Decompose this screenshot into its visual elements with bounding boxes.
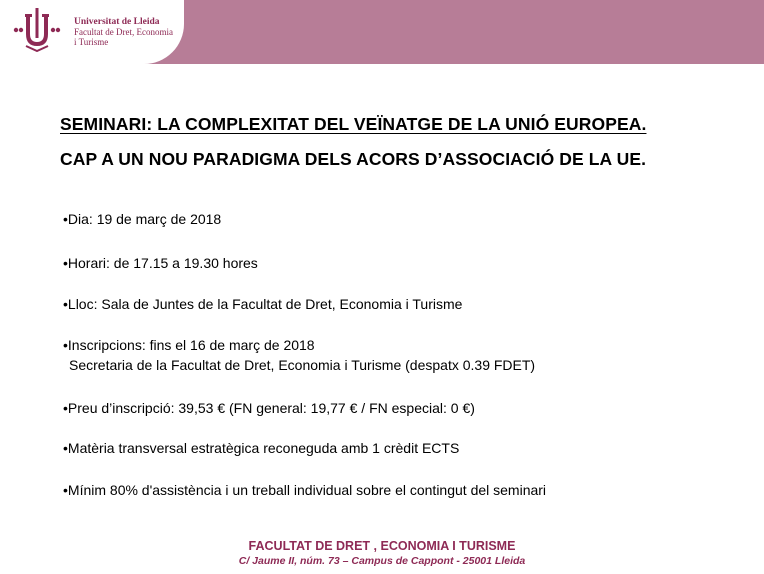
item-requirements: •Mínim 80% d'assistència i un treball individual sobre el contingut del seminari (63, 482, 547, 498)
title-line-1: SEMINARI: LA COMPLEXITAT DEL VEÏNATGE DE LA UNIÓ EUROPEA. (60, 114, 647, 134)
item-registration: •Inscripcions: fins el 16 de març de 2018 (63, 337, 315, 353)
logo-panel (0, 0, 184, 64)
footer-address: C/ Jaume II, núm. 73 – Campus de Cappont - 25001 Lleida (238, 555, 526, 567)
item-credit: •Matèria transversal estratègica reconeguda amb 1 crèdit ECTS (63, 440, 460, 456)
title-line-2: CAP A UN NOU PARADIGMA DELS ACORS D’ASSOCIACIÓ DE LA UE. (60, 149, 647, 169)
item-schedule: •Horari: de 17.15 a 19.30 hores (63, 255, 258, 271)
item-location: •Lloc: Sala de Juntes de la Facultat de Dret, Economia i Turisme (63, 296, 463, 312)
footer-faculty: FACULTAT DE DRET , ECONOMIA I TURISME (248, 539, 516, 553)
item-price: •Preu d’inscripció: 39,53 € (FN general: 19,77 € / FN especial: 0 €) (63, 400, 475, 416)
logo-text (74, 17, 173, 47)
faculty-line-1: Facultat de Dret, Economia (74, 27, 173, 37)
item-date: •Dia: 19 de març de 2018 (63, 211, 222, 227)
university-name: Universitat de Lleida (74, 17, 160, 27)
faculty-line-2: i Turisme (74, 37, 109, 47)
university-logo-icon (12, 6, 62, 52)
item-registration-office: Secretaria de la Facultat de Dret, Economia i Turisme (despatx 0.39 FDET) (69, 357, 536, 373)
